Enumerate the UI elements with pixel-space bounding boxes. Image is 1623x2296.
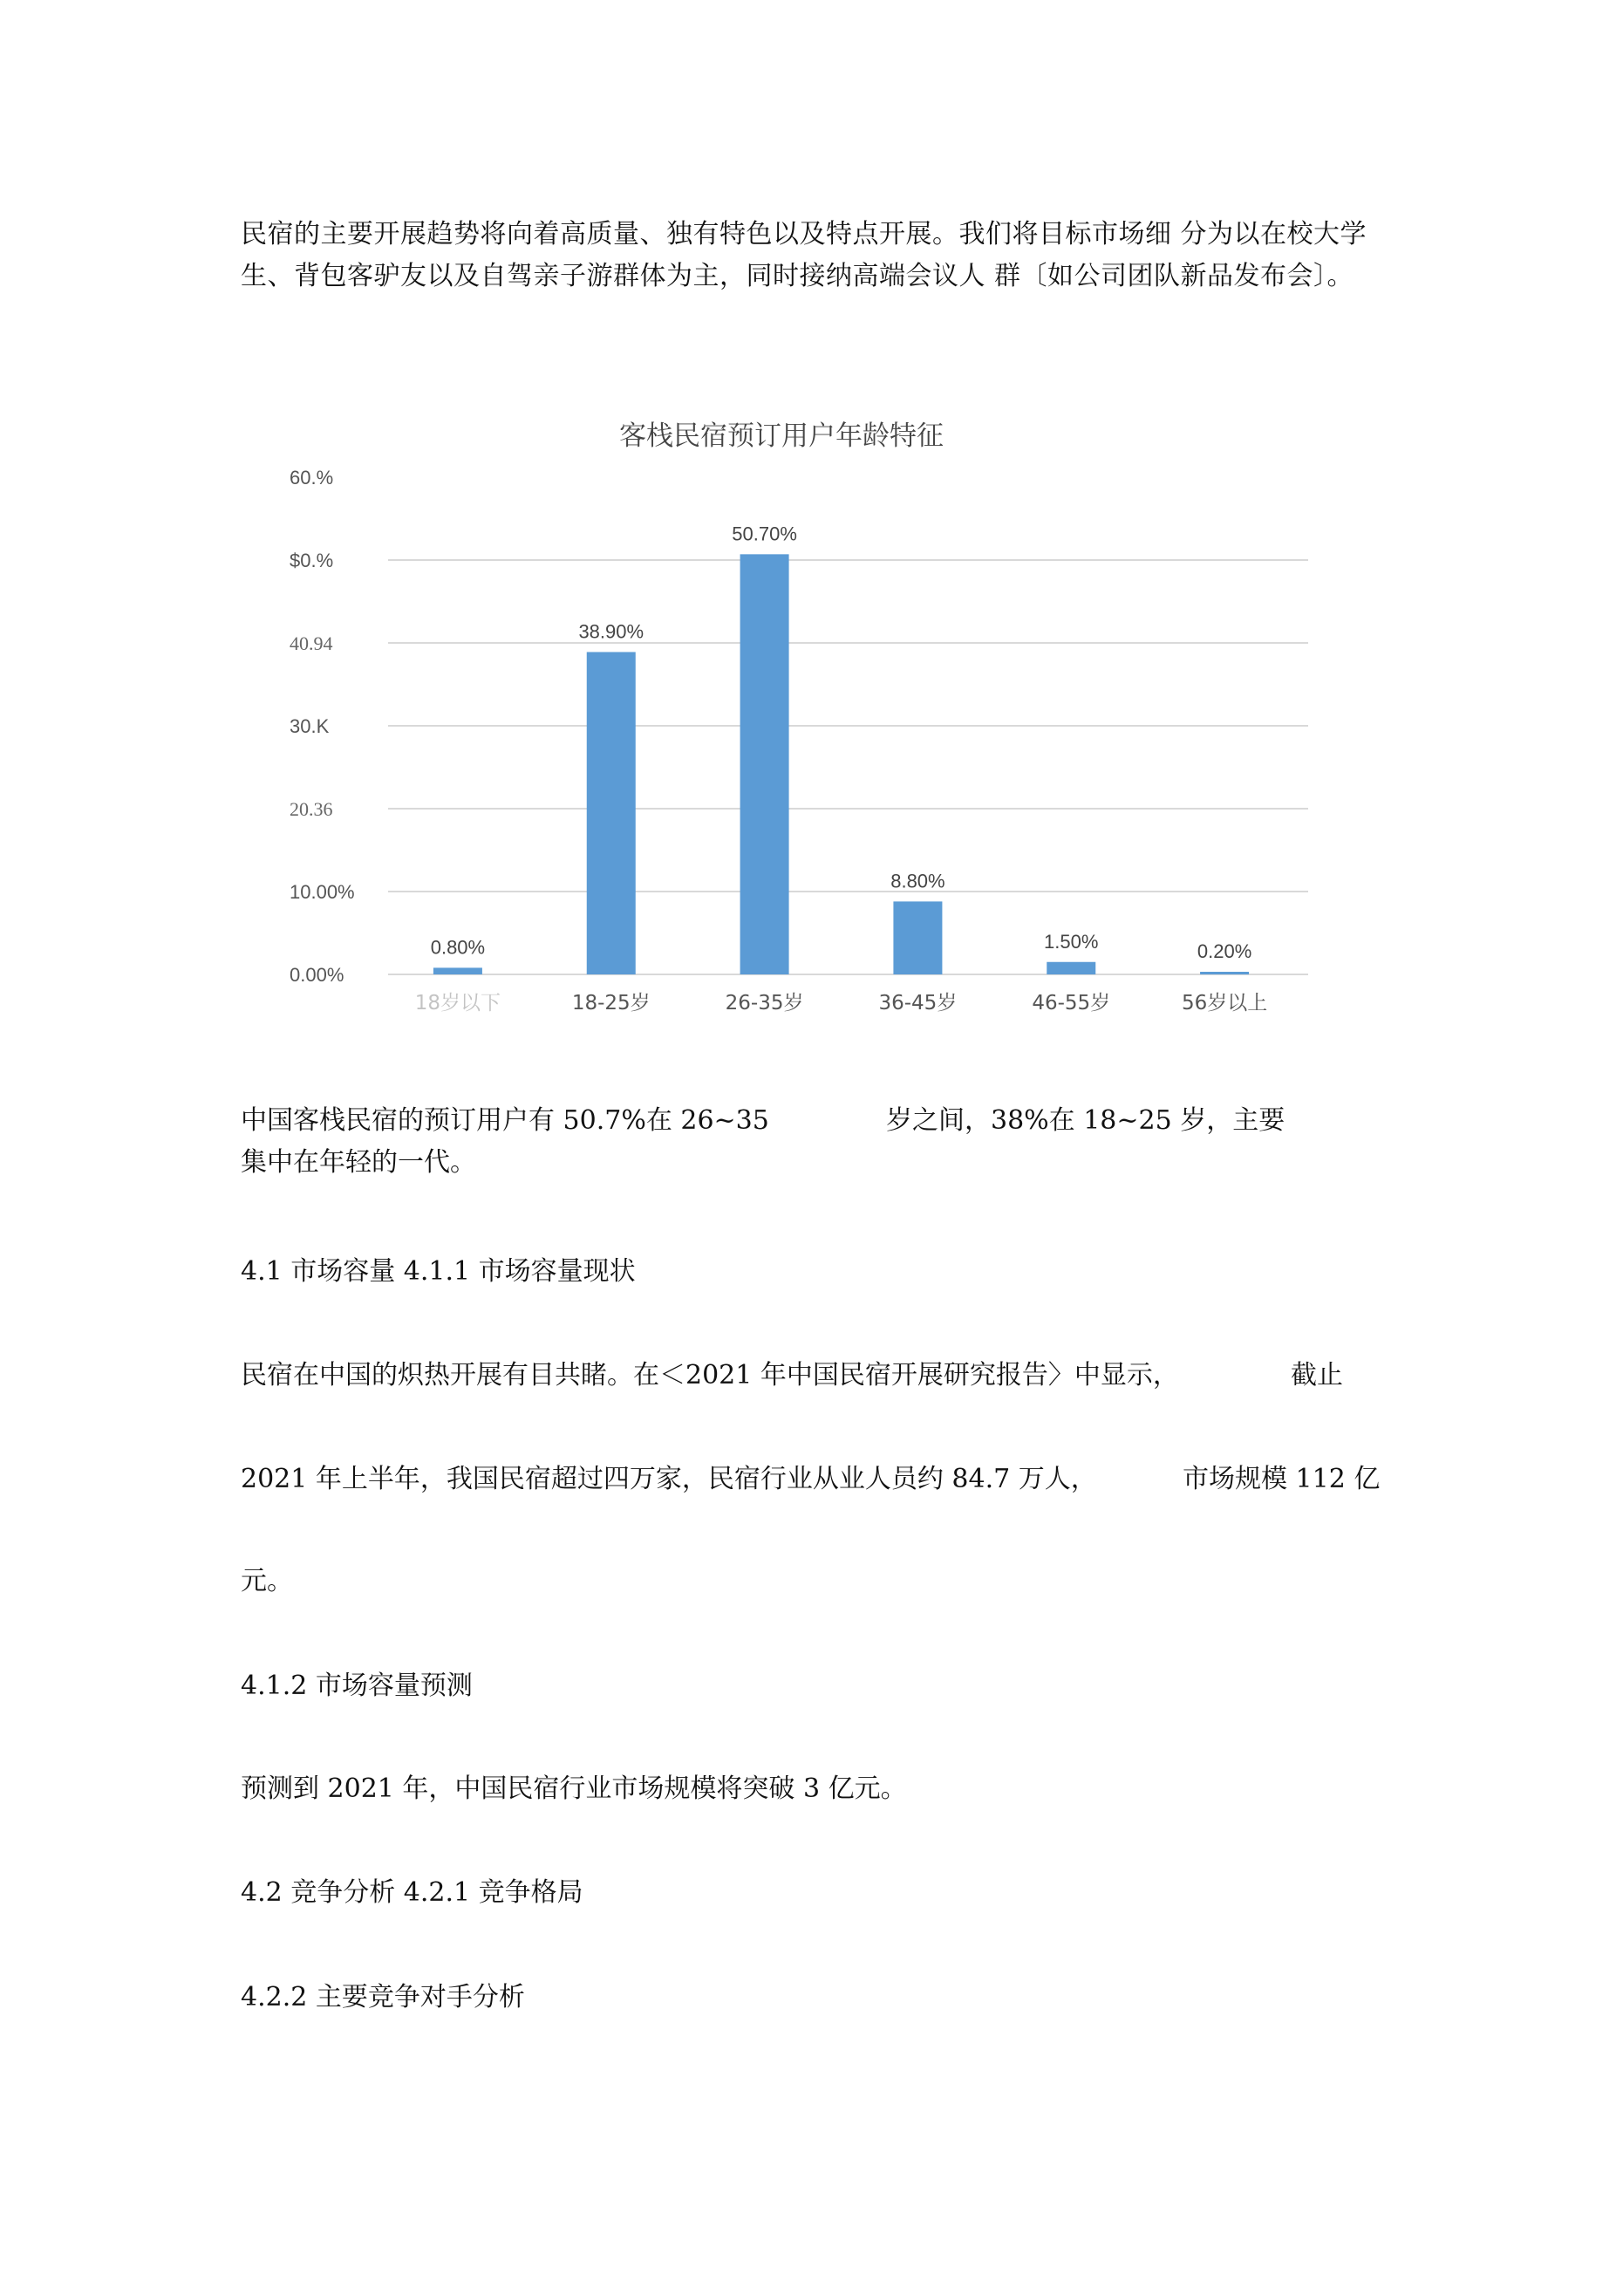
status-line1-a: 民宿在中国的炽热开展有目共睹。在＜2021 年中国民宿开展研究报告〉中显示， [241, 1360, 1179, 1391]
y-tick-label: 30.K [290, 715, 330, 737]
age-bar-chart [235, 410, 1387, 1047]
intro-paragraph: 民宿的主要开展趋势将向着高质量、独有特色以及特点开展。我们将目标市场细 分为以在校大学生、背包客驴友以及自驾亲子游群体为主，同时接纳高端会议人 群〔如公司团队新品发布会〕。 [241, 219, 1367, 291]
chart-summary-line2: 集中在年轻的一代。 [241, 1147, 476, 1178]
category-label: 26-35岁 [725, 992, 804, 1015]
data-label: 38.90% [578, 620, 644, 643]
forecast-paragraph: 预测到 2021 年，中国民宿行业市场规模将突破 3 亿元。 [241, 1773, 907, 1804]
status-line2-end: 市场规模 112 亿 [1183, 1464, 1381, 1494]
data-label: 0.80% [430, 936, 486, 959]
data-label: 8.80% [890, 870, 945, 892]
bar-5 [1047, 962, 1095, 974]
y-tick-label: 40.94 [290, 632, 333, 654]
heading-4-2: 4.2 竞争分析 4.2.1 竞争格局 [241, 1877, 583, 1908]
category-label: 18-25岁 [571, 992, 651, 1015]
data-label: 50.70% [732, 523, 797, 545]
bar-1 [433, 967, 482, 974]
category-label: 56岁以上 [1181, 992, 1268, 1015]
heading-4-2-2: 4.2.2 主要竞争对手分析 [241, 1982, 525, 2012]
bar-3 [740, 554, 789, 974]
status-line2 [241, 1466, 1097, 1493]
chart-summary-line1 [241, 1105, 769, 1136]
bar-4 [893, 901, 942, 974]
heading-4-1: 4.1 市场容量 4.1.1 市场容量现状 [241, 1256, 636, 1287]
status-line1 [241, 1360, 1179, 1391]
y-tick-label: 10.00% [290, 881, 355, 903]
heading-4-1-2: 4.1.2 市场容量预测 [241, 1671, 473, 1701]
data-label: 1.50% [1044, 930, 1099, 953]
status-line2-a: 2021 年上半年，我国民宿超过四万家，民宿行业从业人员约 84.7 万人， [241, 1464, 1097, 1494]
category-label: 18岁以下 [414, 992, 501, 1015]
y-tick-label: $0.% [290, 550, 334, 571]
y-tick-label: 0.00% [290, 964, 344, 986]
chart-summary-part2: 岁之间，38%在 18~25 岁，主要 [886, 1105, 1285, 1136]
chart-summary-part1: 中国客栈民宿的预订用户有 50.7%在 26~35 [241, 1105, 769, 1136]
bar-2 [587, 652, 636, 974]
bar-6 [1200, 972, 1249, 974]
category-label: 46-55岁 [1032, 992, 1111, 1015]
data-label: 0.20% [1197, 940, 1252, 962]
chart-title: 客栈民宿预订用户年龄特征 [619, 420, 944, 452]
y-tick-label: 20.36 [290, 798, 333, 820]
y-tick-label: 60.% [290, 467, 334, 489]
status-line1-end: 截止 [1291, 1360, 1343, 1391]
chart-summary-line1-cont [886, 1105, 1285, 1136]
category-label: 36-45岁 [878, 992, 958, 1015]
status-line3: 元。 [241, 1566, 293, 1596]
